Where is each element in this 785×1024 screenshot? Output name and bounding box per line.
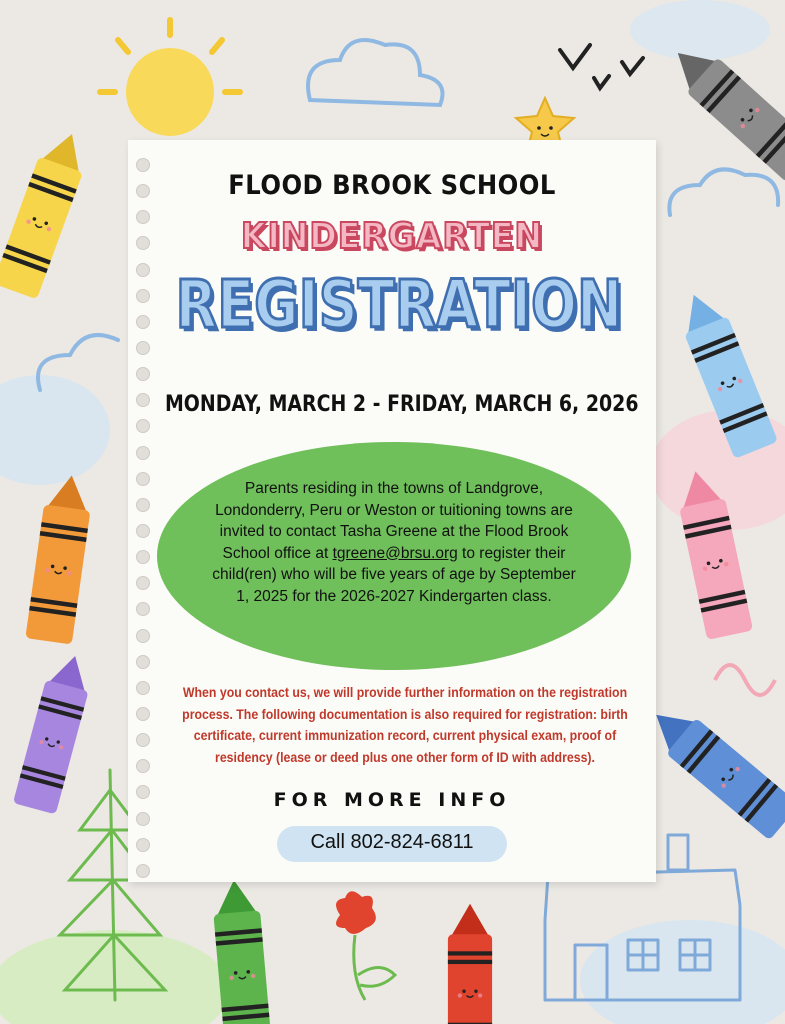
hole bbox=[136, 236, 150, 250]
documentation-details: When you contact us, we will provide further information on the registration process. The following documentation is also required for registration: birth certificate, current immunization record, current physical exam, proof of residency (lease or deed plus one other form of ID with address). bbox=[182, 685, 628, 765]
hole bbox=[136, 524, 150, 538]
hole bbox=[136, 341, 150, 355]
hole bbox=[136, 263, 150, 277]
sky-patch bbox=[630, 0, 770, 60]
info-text-before-email: Parents residing in the towns of Landgrove, Londonderry, Peru or Weston or tuitioning towns are invited to contact Tasha Greene at the Flood Brook School office at bbox=[215, 480, 573, 562]
crayon-purple-icon bbox=[13, 650, 97, 814]
blue-patch bbox=[0, 375, 110, 485]
hole bbox=[136, 184, 150, 198]
hole bbox=[136, 576, 150, 590]
crayon-darkblue-icon bbox=[641, 697, 785, 840]
crayon-yellow-icon bbox=[0, 126, 94, 299]
hole bbox=[136, 759, 150, 773]
hole bbox=[136, 498, 150, 512]
hole bbox=[136, 472, 150, 486]
spiral-holes bbox=[136, 158, 150, 878]
hole bbox=[136, 838, 150, 852]
hole bbox=[136, 393, 150, 407]
crayon-orange-icon bbox=[25, 472, 95, 644]
hole bbox=[136, 733, 150, 747]
hole bbox=[136, 629, 150, 643]
hole bbox=[136, 864, 150, 878]
pink-squiggle bbox=[715, 665, 775, 695]
title-kindergarten: KINDERGARTEN bbox=[240, 216, 544, 257]
flower-icon bbox=[336, 891, 395, 1000]
hole bbox=[136, 602, 150, 616]
hole bbox=[136, 210, 150, 224]
hole bbox=[136, 681, 150, 695]
title-registration: REGISTRATION bbox=[175, 266, 623, 343]
cloud-icon bbox=[308, 40, 443, 105]
sun-icon bbox=[100, 20, 240, 136]
hole bbox=[136, 446, 150, 460]
cloud-icon-right bbox=[669, 169, 778, 215]
hole bbox=[136, 655, 150, 669]
registration-dates: MONDAY, MARCH 2 - FRIDAY, MARCH 6, 2026 bbox=[164, 392, 639, 417]
school-name: FLOOD BROOK SCHOOL bbox=[228, 170, 556, 201]
birds-icon bbox=[560, 45, 643, 88]
hole bbox=[136, 315, 150, 329]
hole bbox=[136, 289, 150, 303]
more-info-heading: FOR MORE INFO bbox=[273, 789, 511, 811]
email-link[interactable]: tgreene@brsu.org bbox=[332, 544, 458, 562]
hole bbox=[136, 812, 150, 826]
hole bbox=[136, 707, 150, 721]
hole bbox=[136, 158, 150, 172]
info-text bbox=[207, 478, 581, 607]
hole bbox=[136, 419, 150, 433]
info-text-after-email: to register their child(ren) who will be five years of age by September 1, 2025 for the 2026-2027 Kindergarten class. bbox=[212, 544, 576, 605]
crayon-red-icon bbox=[448, 904, 492, 1024]
hole bbox=[136, 367, 150, 381]
hole bbox=[136, 550, 150, 564]
blue-patch-bottom bbox=[580, 920, 785, 1024]
phone-number[interactable]: Call 802-824-6811 bbox=[310, 831, 474, 853]
